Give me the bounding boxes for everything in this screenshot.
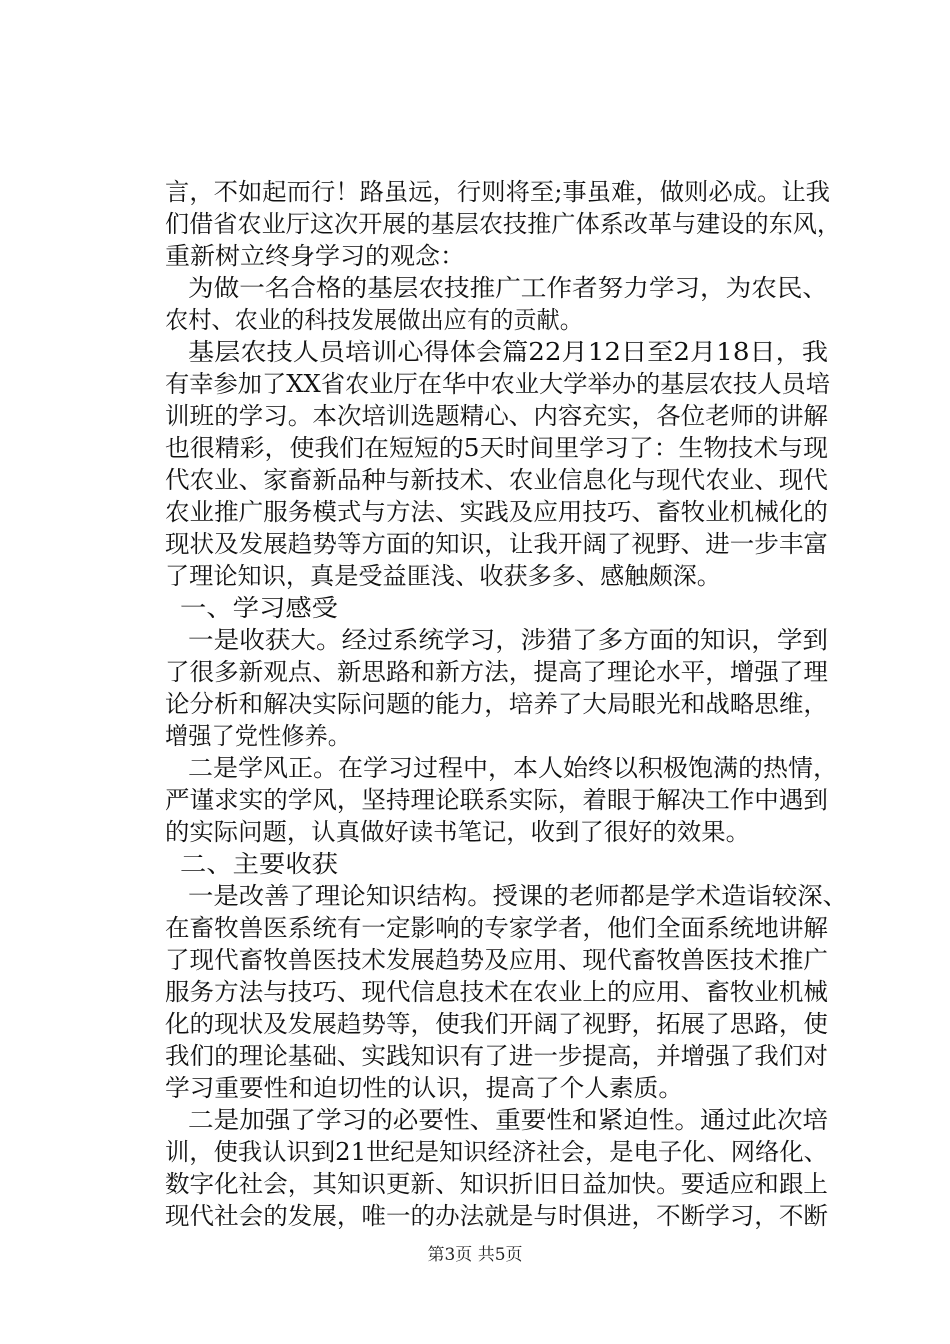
page-number: 第3页 共5页	[427, 1245, 523, 1265]
text-line: 言，不如起而行！路虽远，行则将至;事虽难，做则必成。让我	[165, 178, 831, 206]
text-line: 有幸参加了XX省农业厅在华中农业大学举办的基层农技人员培	[165, 370, 831, 398]
text-line: 代农业、家畜新品种与新技术、农业信息化与现代农业、现代	[165, 466, 828, 494]
text-line: 了理论知识，真是受益匪浅、收获多多、感触颇深。	[165, 562, 721, 590]
text-line: 一是收获大。经过系统学习，涉猎了多方面的知识，学到	[188, 626, 829, 654]
text-line: 一是改善了理论知识结构。授课的老师都是学术造诣较深、	[188, 882, 849, 910]
text-line: 化的现状及发展趋势等，使我们开阔了视野，拓展了思路，使	[165, 1010, 828, 1038]
page-footer	[0, 1242, 950, 1268]
text-line: 训，使我认识到21世纪是知识经济社会，是电子化、网络化、	[165, 1138, 828, 1166]
text-line: 重新树立终身学习的观念：	[165, 242, 466, 270]
text-line: 增强了党性修养。	[165, 722, 352, 750]
text-line: 在畜牧兽医系统有一定影响的专家学者，他们全面系统地讲解	[165, 914, 828, 942]
text-line: 数字化社会，其知识更新、知识折旧日益加快。要适应和跟上	[165, 1170, 828, 1198]
text-line: 农业推广服务模式与方法、实践及应用技巧、畜牧业机械化的	[165, 498, 828, 526]
text-line: 的实际问题，认真做好读书笔记，收到了很好的效果。	[165, 818, 750, 846]
text-line: 我们的理论基础、实践知识有了进一步提高，并增强了我们对	[165, 1042, 828, 1070]
text-line: 服务方法与技巧、现代信息技术在农业上的应用、畜牧业机械	[165, 978, 828, 1006]
text-line: 们借省农业厅这次开展的基层农技推广体系改革与建设的东风，	[165, 210, 842, 238]
text-line: 了现代畜牧兽医技术发展趋势及应用、现代畜牧兽医技术推广	[165, 946, 828, 974]
text-line: 现状及发展趋势等方面的知识，让我开阔了视野、进一步丰富	[165, 530, 828, 558]
text-line: 二是加强了学习的必要性、重要性和紧迫性。通过此次培	[188, 1106, 829, 1134]
text-line: 严谨求实的学风，坚持理论联系实际，着眼于解决工作中遇到	[165, 786, 828, 814]
text-line: 论分析和解决实际问题的能力，培养了大局眼光和战略思维，	[165, 690, 828, 718]
text-line: 基层农技人员培训心得体会篇22月12日至2月18日，我	[188, 338, 829, 366]
text-line: 了很多新观点、新思路和新方法，提高了理论水平，增强了理	[165, 658, 828, 686]
text-line: 二是学风正。在学习过程中，本人始终以积极饱满的热情，	[188, 754, 839, 782]
section-heading: 二、主要收获	[180, 850, 338, 878]
text-line: 学习重要性和迫切性的认识，提高了个人素质。	[165, 1074, 684, 1102]
text-line: 训班的学习。本次培训选题精心、内容充实，各位老师的讲解	[165, 402, 828, 430]
text-line: 现代社会的发展，唯一的办法就是与时俱进，不断学习，不断	[165, 1202, 828, 1230]
text-line: 为做一名合格的基层农技推广工作者努力学习，为农民、	[188, 274, 829, 302]
section-heading: 一、学习感受	[180, 594, 338, 622]
text-line: 也很精彩，使我们在短短的5天时间里学习了：生物技术与现	[165, 434, 828, 462]
text-line: 农村、农业的科技发展做出应有的贡献。	[165, 306, 584, 334]
